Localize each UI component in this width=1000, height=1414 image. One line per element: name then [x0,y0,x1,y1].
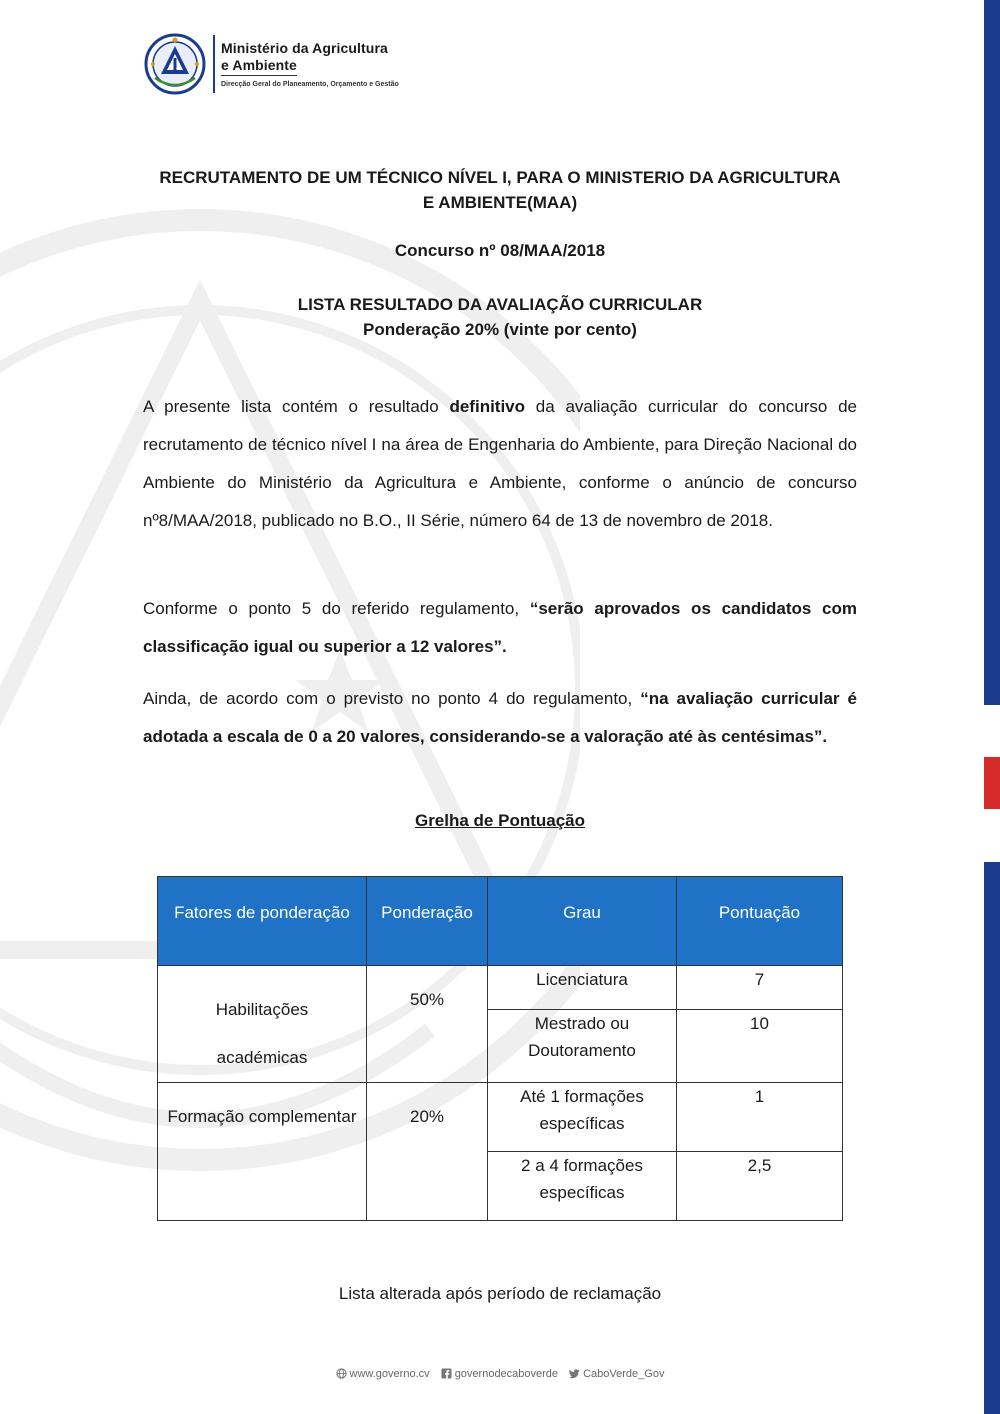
side-bar-red [984,757,1000,809]
footnote: Lista alterada após período de reclamação [338,1284,662,1303]
p1-text-a: A presente lista contém o resultado [143,397,450,416]
cabo-verde-coat-of-arms-icon [143,32,207,96]
document-title [143,165,857,215]
twitter-icon [569,1368,580,1379]
list-title-weighting: Ponderação 20% (vinte por cento) [363,320,637,339]
title-line-2: E AMBIENTE(MAA) [422,193,578,212]
grade-cell: Licenciatura [488,966,677,1010]
grid-title: Grelha de Pontuação [414,811,586,830]
letterhead [143,32,399,96]
score-cell: 10 [677,1009,843,1082]
title-line-1: RECRUTAMENTO DE UM TÉCNICO NÍVEL I, PARA O MINISTERIO DA AGRICULTURA [159,168,841,187]
factor-academic-line-2: académicas [216,1048,308,1067]
factor-academic-line-1: Habilitações [215,1000,309,1019]
p3-bold: “na avaliação curricular é adotada a escala de 0 a 20 valores, considerando-se a valoração até às centésimas”. [143,689,857,746]
footer-website[interactable] [336,1368,433,1380]
header-grade: Grau [488,877,677,966]
footer-twitter[interactable] [569,1368,664,1380]
list-title [143,292,857,342]
globe-icon [336,1368,347,1379]
footer-facebook[interactable] [441,1368,561,1380]
facebook-icon [441,1368,452,1379]
org-line-2: e Ambiente [221,58,297,76]
table-row [158,966,843,1010]
contest-number: Concurso nº 08/MAA/2018 [394,241,606,260]
side-bar-blue-bottom [984,862,1000,1414]
paragraph-approval-rule [143,590,857,666]
header-factors: Fatores de ponderação [158,877,367,966]
org-line-1: Ministério da Agricultura [221,39,388,56]
letterhead-divider [213,35,215,93]
p1-text-b: da avaliação curricular do concurso de recrutamento de técnico nível I na área de Engenharia do Ambiente, para Direção Nacional do Ambiente do Ministério da Agricultura e Ambiente, conforme o anúncio de concurso nº8/MAA/2018, publicado no B.O., II Série, número 64 de 13 de novembro de 2018. [143,397,858,530]
scoring-grid-table [157,876,843,1221]
p1-bold: definitivo [449,397,526,416]
factor-training: Formação complementar [158,1083,367,1221]
p2-text-a: Conforme o ponto 5 do referido regulamento, [143,599,530,618]
grade-cell: Mestrado ou Doutoramento [488,1009,677,1082]
side-bar-blue-top [984,0,1000,705]
header-weight: Ponderação [367,877,488,966]
page-footer [0,1368,1000,1380]
grade-cell: 2 a 4 formações específicas [488,1152,677,1221]
score-cell: 7 [677,966,843,1010]
org-line-3: Direcção Geral do Planeamento, Orçamento e Gestão [221,80,399,88]
list-title-main: LISTA RESULTADO DA AVALIAÇÃO CURRICULAR [297,295,703,314]
footer-website-text: www.governo.cv [349,1368,430,1380]
table-row [158,1083,843,1152]
p2-bold: “serão aprovados os candidatos com classificação igual ou superior a 12 valores”. [143,599,857,656]
organization-name [221,41,399,88]
footer-facebook-text: governodecaboverde [454,1368,559,1380]
table-header-row [158,877,843,966]
p3-text-a: Ainda, de acordo com o previsto no ponto 4 do regulamento, [143,689,641,708]
footer-twitter-text: CaboVerde_Gov [583,1368,665,1380]
score-cell: 1 [677,1083,843,1152]
paragraph-scale-rule [143,680,857,756]
score-cell: 2,5 [677,1152,843,1221]
weight-academic: 50% [367,966,488,1083]
header-score: Pontuação [677,877,843,966]
paragraph-intro [143,388,857,540]
factor-academic [158,966,367,1083]
grade-cell: Até 1 formações específicas [488,1083,677,1152]
weight-training: 20% [367,1083,488,1221]
